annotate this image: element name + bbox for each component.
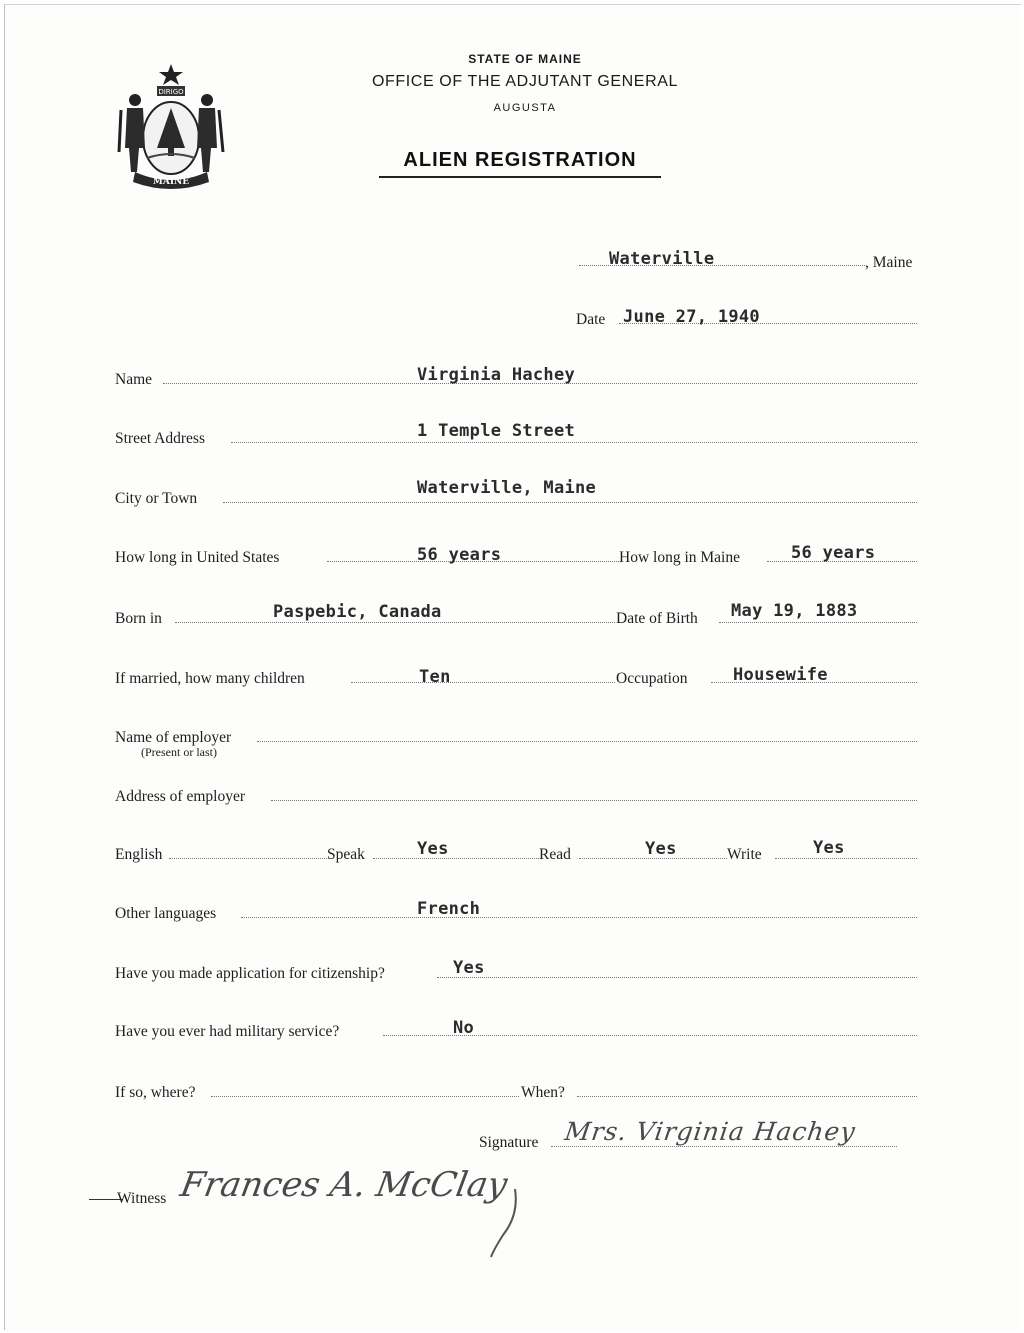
street-value: 1 Temple Street [417,421,576,441]
header-city: AUGUSTA [493,102,557,114]
occupation-label: Occupation [616,670,688,687]
witness-flourish-icon [485,1185,525,1265]
children-line [351,680,615,683]
read-label: Read [539,846,571,863]
when-line [577,1094,917,1097]
other-languages-line [241,915,917,918]
maine-duration-value: 56 years [791,543,876,563]
header-state: STATE OF MAINE [468,52,582,66]
children-label: If married, how many children [115,670,305,687]
born-label: Born in [115,610,162,627]
signature-value: Mrs. Virginia Hachey [562,1117,858,1146]
when-label: When? [521,1084,565,1101]
place-suffix: , Maine [865,254,913,271]
speak-line [373,856,539,859]
city-value: Waterville, Maine [417,478,597,498]
employer-sublabel: (Present or last) [141,745,217,759]
other-languages-value: French [417,899,481,919]
occupation-value: Housewife [733,665,828,685]
english-line [169,856,327,859]
city-label: City or Town [115,490,198,507]
us-duration-label: How long in United States [115,549,280,566]
employer-address-line [271,798,917,801]
seal-motto-text: DIRIGO [158,88,184,96]
write-label: Write [727,846,762,863]
employer-line [257,739,917,742]
city-line [223,500,917,503]
speak-label: Speak [327,846,365,863]
seal-banner-text: MAINE [152,177,190,187]
witness-label: Witness [117,1190,167,1207]
english-label: English [115,846,163,863]
citizenship-value: Yes [453,958,485,978]
citizenship-label: Have you made application for citizenship? [115,965,385,982]
header-office: OFFICE OF THE ADJUTANT GENERAL [371,73,679,90]
place-value: Waterville [609,249,715,269]
maine-state-seal-icon [113,60,229,192]
citizenship-line [437,975,917,978]
dob-label: Date of Birth [616,610,698,627]
write-line [775,856,917,859]
witness-signature-value: Frances A. McClay [177,1165,511,1205]
registration-form [4,4,1021,1330]
dob-value: May 19, 1883 [731,601,858,621]
signature-label: Signature [479,1134,539,1151]
date-value: June 27, 1940 [623,307,760,327]
military-value: No [453,1018,475,1038]
read-value: Yes [645,839,677,859]
other-languages-label: Other languages [115,905,217,922]
street-label: Street Address [115,430,205,447]
where-label: If so, where? [115,1084,196,1101]
children-value: Ten [419,667,451,687]
employer-label: Name of employer [115,729,232,746]
speak-value: Yes [417,839,449,859]
maine-duration-label: How long in Maine [619,549,740,566]
military-label: Have you ever had military service? [115,1023,340,1040]
write-value: Yes [813,838,845,858]
name-value: Virginia Hachey [417,365,576,385]
where-line [211,1094,519,1097]
form-title: ALIEN REGISTRATION [403,149,637,171]
us-duration-value: 56 years [417,545,502,565]
employer-address-label: Address of employer [115,788,245,805]
date-label: Date [576,311,606,328]
title-underline [379,176,661,178]
born-value: Paspebic, Canada [273,602,442,622]
name-label: Name [115,371,153,388]
